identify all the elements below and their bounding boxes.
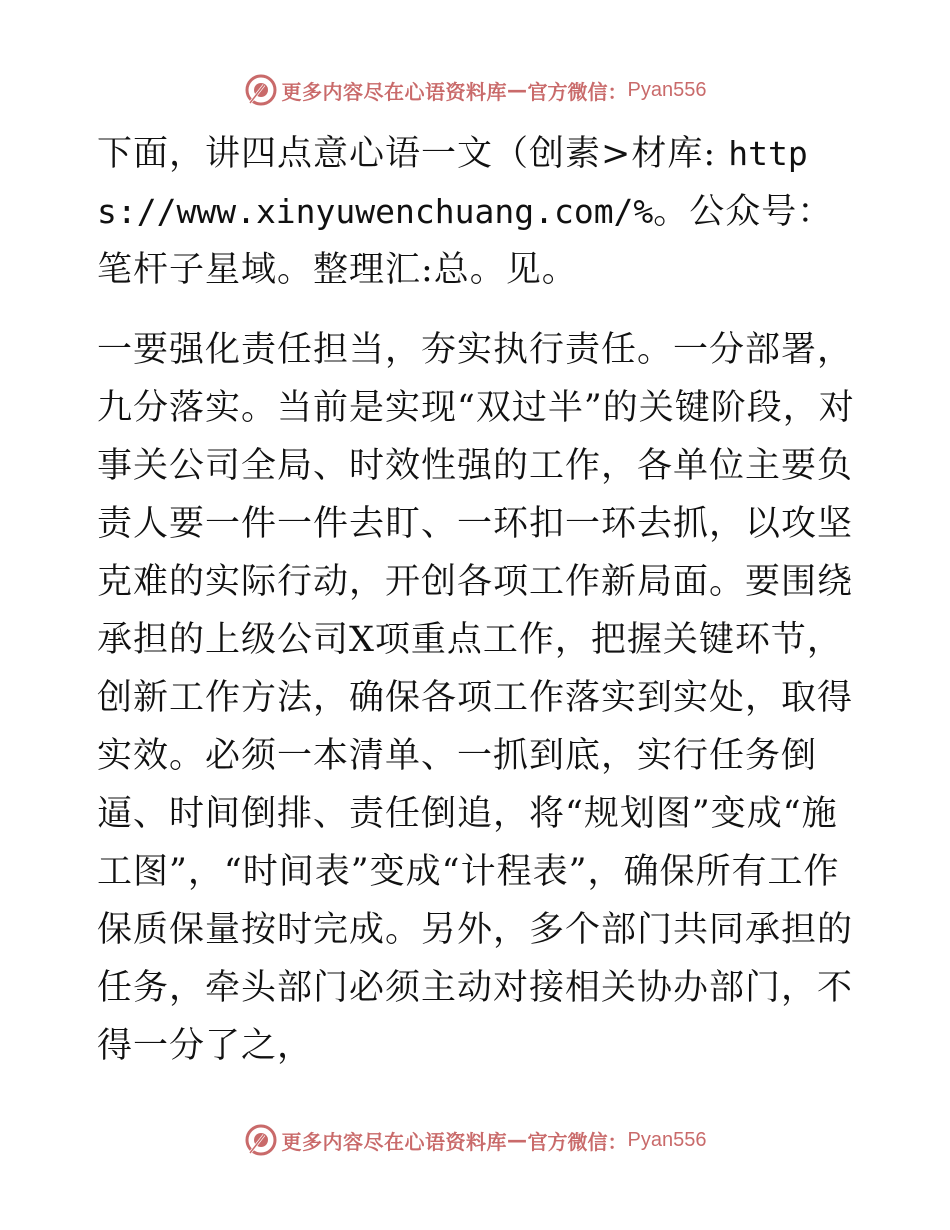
logo-icon [244, 73, 278, 107]
intro-url: https://www.xinyuwenchuang.com/% [97, 134, 808, 231]
paragraph-intro [97, 125, 857, 299]
header-banner [0, 70, 950, 110]
footer-banner [0, 1120, 950, 1160]
banner-text: 更多内容尽在心语资料库 [281, 1129, 508, 1154]
banner-wechat-label: 官方微信： [527, 1129, 628, 1154]
banner-wechat-id: Pyan556 [627, 1128, 707, 1151]
paragraph-main: 一要强化责任担当，夯实执行责任。一分部署，九分落实。当前是实现“双过半”的关键阶段，对事关公司全局、时效性强的工作，各单位主要负责人要一件一件去盯、一环扣一环去抓，以攻坚克难的实际行动，开创各项工作新局面。要围绕承担的上级公司X项重点工作，把握关键环节，创新工作方法，确保各项工作落实到实处，取得实效。必须一本清单、一抓到底，实行任务倒逼、时间倒排、责任倒追，将“规划图”变成“施工图”，“时间表”变成“计程表”，确保所有工作保质保量按时完成。另外，多个部门共同承担的任务，牵头部门必须主动对接相关协办部门，不得一分了之， [97, 330, 855, 1066]
banner-wechat-id: Pyan556 [627, 78, 707, 101]
banner-text: 更多内容尽在心语资料库 [281, 79, 508, 104]
banner-dash: — [507, 1128, 528, 1152]
document-body [97, 125, 857, 1075]
intro-text-end: 。公众号：笔杆子星域。整理汇:总。见。 [97, 192, 834, 290]
logo-icon [244, 1123, 278, 1157]
intro-text: 下面，讲四点意心语一文（创素>材库: [97, 134, 729, 174]
banner-wechat-label: 官方微信： [527, 79, 628, 104]
banner-dash: — [507, 78, 528, 102]
